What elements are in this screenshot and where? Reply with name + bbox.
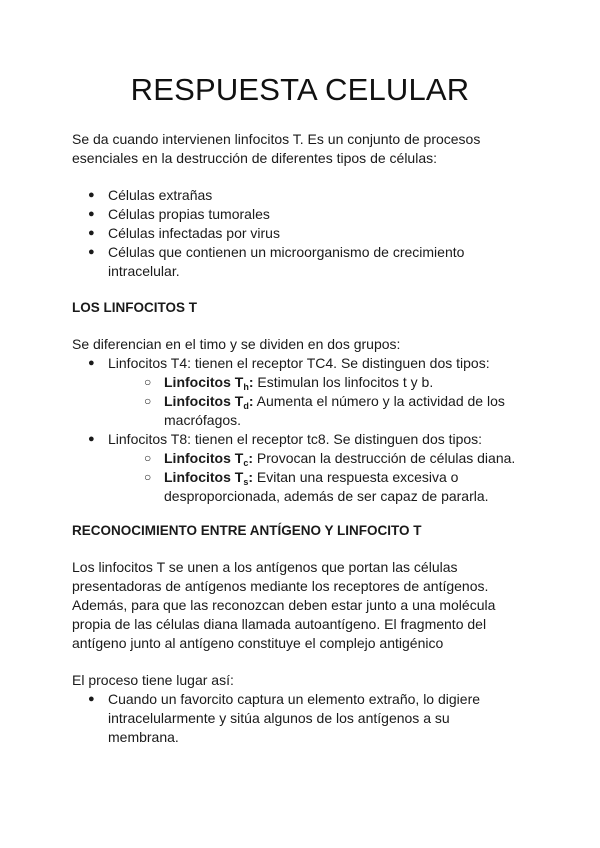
type-description: Estimulan los linfocitos t y b. xyxy=(253,374,434,390)
type-description: Evitan una respuesta excesiva o desproporcionada, además de ser capaz de pararla. xyxy=(164,469,489,504)
process-steps-list xyxy=(88,690,518,747)
type-name: Linfocitos $T_s$: xyxy=(164,469,254,487)
list-item: ● Cuando un favorcito captura un elemento extraño, lo digiere intracelularmente y sitúa algunos de los antígenos a su membrana. xyxy=(88,690,518,747)
t4-types-list xyxy=(108,373,518,430)
list-item xyxy=(88,430,518,506)
type-name: Linfocitos $T_h$: xyxy=(164,374,254,392)
intro-paragraph: Se da cuando intervienen linfocitos T. Es un conjunto de procesos esenciales en la destrucción de diferentes tipos de células: xyxy=(72,131,481,166)
reconocimiento-paragraph: Los linfocitos T se unen a los antígenos que portan las células presentadoras de antígenos mediante los receptores de antígenos. Además, para que las reconozcan deben estar junto a una molécula propia de las células diana llamada autoantígeno. El fragmento del antígeno junto al antígeno constituye el complejo antigénico xyxy=(72,559,496,651)
list-item xyxy=(128,392,518,430)
type-name: Linfocitos $T_d$: xyxy=(164,393,254,411)
group-t8-text: Linfocitos T8: tienen el receptor tc8. Se distinguen dos tipos: xyxy=(108,431,483,447)
type-name: Linfocitos $T_c$: xyxy=(164,450,254,468)
process-intro: El proceso tiene lugar así: xyxy=(72,672,234,688)
type-description: Provocan la destrucción de células diana. xyxy=(253,450,516,466)
linfocitos-groups-list xyxy=(88,354,518,506)
t8-types-list xyxy=(108,449,518,506)
target-cells-list xyxy=(88,186,518,281)
list-item xyxy=(88,354,518,430)
list-item xyxy=(128,373,518,392)
section-heading-linfocitos: LOS LINFOCITOS T xyxy=(72,300,198,315)
list-item: ● Células propias tumorales xyxy=(88,205,518,224)
type-description: Aumenta el número y la actividad de los macrófagos. xyxy=(164,393,505,428)
list-item: ● Células extrañas xyxy=(88,186,518,205)
section-heading-reconocimiento: RECONOCIMIENTO ENTRE ANTÍGENO Y LINFOCITO T xyxy=(72,523,422,538)
list-item xyxy=(128,468,518,506)
page-title: RESPUESTA CELULAR xyxy=(130,72,470,107)
group-t4-text: Linfocitos T4: tienen el receptor TC4. Se distinguen dos tipos: xyxy=(108,355,490,371)
list-item: ● Células que contienen un microorganismo de crecimiento intracelular. xyxy=(88,243,518,281)
list-item: ● Células infectadas por virus xyxy=(88,224,518,243)
linfocitos-intro: Se diferencian en el timo y se dividen en dos grupos: xyxy=(72,336,401,352)
list-item xyxy=(128,449,518,468)
